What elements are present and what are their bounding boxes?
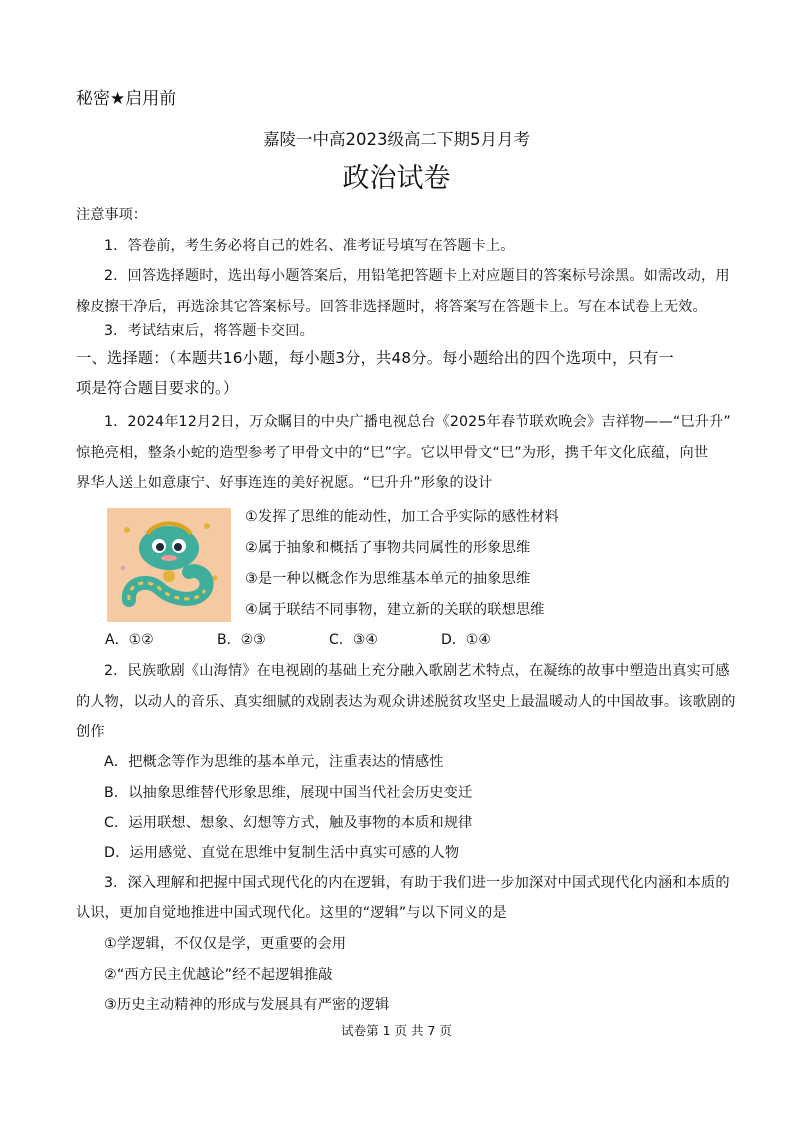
note-item-2-line-2: 橡皮擦干净后，再选涂其它答案标号。回答非选择题时，将答案写在答题卡上。写在本试卷上无效。 — [76, 299, 707, 315]
q3-statement-1: ①学逻辑，不仅仅是学，更重要的会用 — [104, 936, 347, 952]
q3-line-2: 认识，更加自觉地推进中国式现代化。这里的“逻辑”与以下同义的是 — [76, 905, 507, 921]
q1-line-2: 惊艳亮相，整条小蛇的造型参考了甲骨文中的“巳”字。它以甲骨文“巳”为形，携千年文化底蕴，向世 — [76, 445, 709, 461]
q2-line-3: 创作 — [76, 724, 105, 740]
q1-option-a: A．①② — [105, 632, 154, 648]
section-heading-line-1: 一、选择题：（本题共16小题，每小题3分，共48分。每小题给出的四个选项中，只有一 — [76, 349, 674, 367]
confidential-label: 秘密★启用前 — [76, 89, 177, 109]
q1-option-d: D．①④ — [441, 632, 491, 648]
note-item-2-line-1: 2．回答选择题时，选出每小题答案后，用铅笔把答题卡上对应题目的答案标号涂黑。如需改动，用 — [104, 268, 730, 284]
q2-option-a: A．把概念等作为思维的基本单元，注重表达的情感性 — [104, 754, 444, 770]
snake-mascot-icon — [107, 508, 231, 622]
q1-option-c: C．③④ — [329, 632, 378, 648]
q1-line-3: 界华人送上如意康宁、好事连连的美好祝愿。“巳升升”形象的设计 — [76, 475, 493, 491]
section-heading-line-2: 项是符合题目要求的。） — [76, 379, 239, 397]
note-item-1: 1．答卷前，考生务必将自己的姓名、准考证号填写在答题卡上。 — [104, 238, 515, 254]
q1-statement-2: ②属于抽象和概括了事物共同属性的形象思维 — [245, 540, 531, 556]
notes-heading: 注意事项： — [76, 207, 147, 223]
mascot-illustration — [107, 508, 231, 622]
q1-statement-3: ③是一种以概念作为思维基本单元的抽象思维 — [245, 571, 531, 587]
exam-subtitle: 嘉陵一中高2023级高二下期5月月考 — [263, 130, 530, 149]
q3-line-1: 3．深入理解和把握中国式现代化的内在逻辑，有助于我们进一步加深对中国式现代化内涵和本质的 — [104, 875, 730, 891]
note-item-3: 3．考试结束后，将答题卡交回。 — [104, 323, 314, 339]
q2-line-1: 2．民族歌剧《山海情》在电视剧的基础上充分融入歌剧艺术特点，在凝练的故事中塑造出真实可感 — [104, 663, 730, 679]
page-footer: 试卷第 1 页 共 7 页 — [341, 1023, 452, 1038]
exam-title: 政治试卷 — [342, 163, 451, 194]
q1-line-1: 1．2024年12月2日，万众瞩目的中央广播电视总台《2025年春节联欢晚会》吉祥物——“巳升升” — [104, 414, 731, 430]
q1-statement-1: ①发挥了思维的能动性，加工合乎实际的感性材料 — [245, 509, 559, 525]
q2-line-2: 的人物，以动人的音乐、真实细腻的戏剧表达为观众讲述脱贫攻坚史上最温暖动人的中国故事。该歌剧的 — [76, 694, 736, 710]
q2-option-c: C．运用联想、想象、幻想等方式，触及事物的本质和规律 — [104, 815, 473, 831]
q2-option-b: B．以抽象思维替代形象思维，展现中国当代社会历史变迁 — [104, 785, 473, 801]
q1-option-b: B．②③ — [217, 632, 266, 648]
q2-option-d: D．运用感觉、直觉在思维中复制生活中真实可感的人物 — [104, 845, 460, 861]
q3-statement-3: ③历史主动精神的形成与发展具有严密的逻辑 — [104, 997, 390, 1013]
q3-statement-2: ②“西方民主优越论”经不起逻辑推敲 — [104, 967, 333, 983]
q1-statement-4: ④属于联结不同事物，建立新的关联的联想思维 — [245, 602, 545, 618]
